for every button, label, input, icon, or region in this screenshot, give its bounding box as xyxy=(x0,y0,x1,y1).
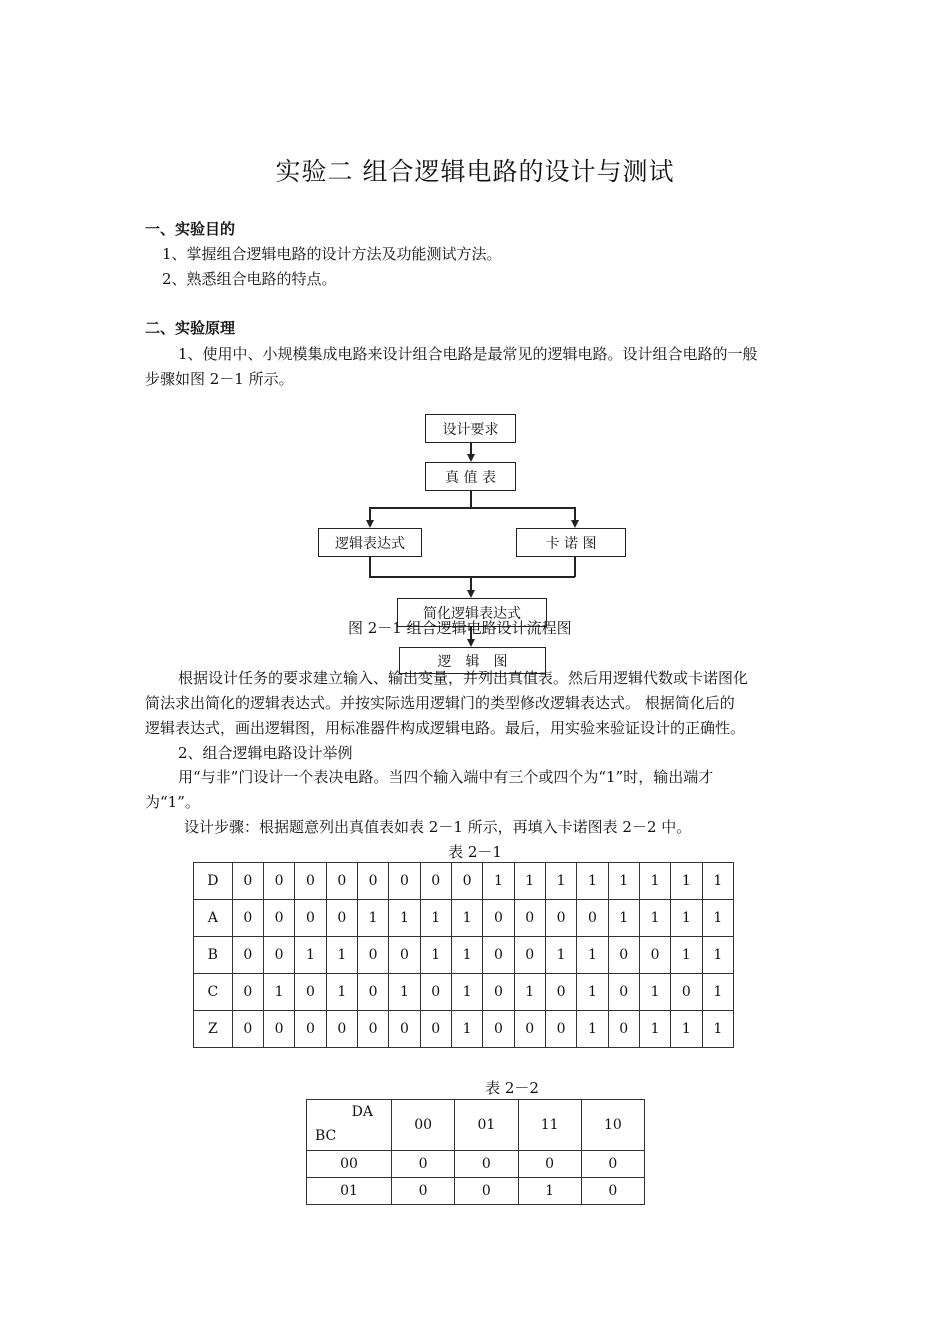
flow-connector xyxy=(369,557,371,577)
table-cell: 1 xyxy=(577,937,608,974)
flow-connector xyxy=(369,507,371,521)
table-cell: 1 xyxy=(263,974,294,1011)
column-header: 01 xyxy=(455,1100,518,1151)
truth-table xyxy=(193,862,734,1048)
table-cell: 0 xyxy=(608,937,639,974)
arrow-down-icon xyxy=(467,639,475,647)
table-row xyxy=(194,937,734,974)
table-cell: 1 xyxy=(639,974,670,1011)
table-cell: 1 xyxy=(518,1178,581,1205)
flow-connector xyxy=(470,491,472,508)
table-cell: 1 xyxy=(577,1011,608,1048)
table-cell: 0 xyxy=(483,1011,514,1048)
table-cell: Z xyxy=(194,1011,233,1048)
table-cell: A xyxy=(194,900,233,937)
principle-paragraph-4-line2: 为“1”。 xyxy=(145,793,200,811)
table-cell: 0 xyxy=(545,1011,576,1048)
table-row xyxy=(307,1100,645,1151)
principle-paragraph-2-line1: 根据设计任务的要求建立输入、输出变量，并列出真值表。然后用逻辑代数或卡诺图化 xyxy=(178,669,749,687)
table-row xyxy=(194,900,734,937)
table-cell: 1 xyxy=(514,974,545,1011)
table-cell: 1 xyxy=(702,1011,733,1048)
table-cell: 1 xyxy=(702,974,733,1011)
table-cell: C xyxy=(194,974,233,1011)
page-title: 实验二 组合逻辑电路的设计与测试 xyxy=(275,157,675,186)
table-cell: 0 xyxy=(518,1151,581,1178)
table-row xyxy=(194,1011,734,1048)
table-cell: 0 xyxy=(357,863,388,900)
table-cell: 0 xyxy=(545,974,576,1011)
principle-paragraph-3: 2、组合逻辑电路设计举例 xyxy=(178,744,353,762)
table-cell: 1 xyxy=(483,863,514,900)
table-cell: 1 xyxy=(357,900,388,937)
table-cell: 1 xyxy=(577,974,608,1011)
table-cell: 1 xyxy=(671,937,702,974)
table-row xyxy=(194,974,734,1011)
table2-caption: 表 2－2 xyxy=(485,1079,539,1097)
arrow-down-icon xyxy=(467,590,475,598)
table-cell: 0 xyxy=(455,1151,518,1178)
table-cell: 0 xyxy=(263,863,294,900)
corner-label-da: DA xyxy=(351,1104,373,1120)
table-cell: 0 xyxy=(514,1011,545,1048)
table-cell: 0 xyxy=(357,937,388,974)
table-cell: 1 xyxy=(545,863,576,900)
table-cell: 0 xyxy=(232,1011,263,1048)
table-cell: 1 xyxy=(295,937,326,974)
flow-box-logic-expression: 逻辑表达式 xyxy=(318,528,422,557)
table-cell: 0 xyxy=(608,1011,639,1048)
table-cell: 1 xyxy=(326,937,357,974)
table-cell: 1 xyxy=(608,863,639,900)
table-cell: 0 xyxy=(483,974,514,1011)
table-cell: 1 xyxy=(451,974,482,1011)
table-cell: 1 xyxy=(639,900,670,937)
table-cell: 0 xyxy=(514,900,545,937)
flow-box-karnaugh-map: 卡 诺 图 xyxy=(516,528,626,557)
table-cell: 1 xyxy=(451,1011,482,1048)
table-cell: 0 xyxy=(671,974,702,1011)
purpose-item-1: 1、掌握组合逻辑电路的设计方法及功能测试方法。 xyxy=(162,245,502,263)
arrow-down-icon xyxy=(366,520,374,528)
table-cell: 0 xyxy=(455,1178,518,1205)
table-cell: 0 xyxy=(232,937,263,974)
flow-box-design-requirement: 设计要求 xyxy=(425,414,516,443)
table-cell: 0 xyxy=(232,863,263,900)
table-cell: 0 xyxy=(295,1011,326,1048)
table-cell: 0 xyxy=(577,900,608,937)
corner-header-cell xyxy=(307,1100,392,1151)
table-cell: 0 xyxy=(326,863,357,900)
table-cell: 0 xyxy=(392,1178,455,1205)
section-heading-purpose: 一、实验目的 xyxy=(145,220,236,238)
flow-box-simplified-expression: 简化逻辑表达式 xyxy=(397,598,547,627)
table-row xyxy=(307,1151,645,1178)
table-cell: 1 xyxy=(702,863,733,900)
table1-caption: 表 2－1 xyxy=(448,843,502,861)
table-cell: 0 xyxy=(451,863,482,900)
karnaugh-map-table xyxy=(306,1099,645,1205)
table-cell: 0 xyxy=(357,974,388,1011)
flow-box-truth-table: 真 值 表 xyxy=(425,462,516,491)
flow-connector xyxy=(470,576,472,591)
principle-paragraph-2-line2: 简法求出简化的逻辑表达式。并按实际选用逻辑门的类型修改逻辑表达式。 根据简化后的 xyxy=(145,694,735,712)
column-header: 10 xyxy=(581,1100,644,1151)
arrow-down-icon xyxy=(571,520,579,528)
table-cell: 0 xyxy=(420,974,451,1011)
table-cell: D xyxy=(194,863,233,900)
figure-caption: 图 2－1 组合逻辑电路设计流程图 xyxy=(348,619,572,637)
column-header: 11 xyxy=(518,1100,581,1151)
table-cell: 0 xyxy=(420,1011,451,1048)
table-cell: 1 xyxy=(389,900,420,937)
arrow-down-icon xyxy=(467,454,475,462)
corner-label-bc: BC xyxy=(315,1128,337,1144)
principle-paragraph-1-line1: 1、使用中、小规模集成电路来设计组合电路是最常见的逻辑电路。设计组合电路的一般 xyxy=(178,345,758,363)
table-cell: 0 xyxy=(389,937,420,974)
table-cell: 1 xyxy=(326,974,357,1011)
purpose-item-2: 2、熟悉组合电路的特点。 xyxy=(162,270,337,288)
table-cell: 1 xyxy=(608,900,639,937)
table-cell: B xyxy=(194,937,233,974)
row-header: 01 xyxy=(307,1178,392,1205)
table-cell: 0 xyxy=(295,974,326,1011)
table-cell: 0 xyxy=(483,937,514,974)
table-cell: 0 xyxy=(392,1151,455,1178)
table-cell: 0 xyxy=(545,900,576,937)
table-cell: 0 xyxy=(263,1011,294,1048)
flow-connector xyxy=(574,507,576,521)
table-cell: 1 xyxy=(545,937,576,974)
principle-paragraph-5: 设计步骤：根据题意列出真值表如表 2－1 所示，再填入卡诺图表 2－2 中。 xyxy=(184,818,692,836)
table-cell: 0 xyxy=(326,900,357,937)
table-cell: 1 xyxy=(389,974,420,1011)
table-cell: 1 xyxy=(420,900,451,937)
table-cell: 1 xyxy=(671,1011,702,1048)
table-cell: 0 xyxy=(581,1178,644,1205)
principle-paragraph-4-line1: 用“与非”门设计一个表决电路。当四个输入端中有三个或四个为“1”时，输出端才 xyxy=(178,768,714,786)
table-cell: 0 xyxy=(389,1011,420,1048)
table-cell: 1 xyxy=(702,900,733,937)
flow-connector xyxy=(574,557,576,577)
table-cell: 1 xyxy=(577,863,608,900)
table-cell: 0 xyxy=(232,974,263,1011)
table-cell: 1 xyxy=(671,900,702,937)
section-heading-principle: 二、实验原理 xyxy=(145,319,236,337)
column-header: 00 xyxy=(392,1100,455,1151)
table-cell: 1 xyxy=(639,863,670,900)
principle-paragraph-1-line2: 步骤如图 2－1 所示。 xyxy=(145,370,294,388)
table-cell: 1 xyxy=(420,937,451,974)
table-cell: 0 xyxy=(639,937,670,974)
table-cell: 1 xyxy=(639,1011,670,1048)
table-cell: 0 xyxy=(608,974,639,1011)
table-cell: 0 xyxy=(581,1151,644,1178)
table-cell: 0 xyxy=(514,937,545,974)
row-header: 00 xyxy=(307,1151,392,1178)
table-cell: 1 xyxy=(451,937,482,974)
table-cell: 0 xyxy=(232,900,263,937)
table-cell: 0 xyxy=(420,863,451,900)
table-cell: 0 xyxy=(295,900,326,937)
table-cell: 0 xyxy=(263,900,294,937)
table-cell: 0 xyxy=(263,937,294,974)
table-cell: 0 xyxy=(295,863,326,900)
principle-paragraph-2-line3: 逻辑表达式，画出逻辑图，用标准器件构成逻辑电路。最后，用实验来验证设计的正确性。 xyxy=(145,719,746,737)
table-row xyxy=(194,863,734,900)
table-cell: 0 xyxy=(357,1011,388,1048)
flow-box-logic-diagram: 逻 辑 图 xyxy=(399,647,546,674)
table-cell: 0 xyxy=(389,863,420,900)
table-cell: 0 xyxy=(326,1011,357,1048)
table-cell: 1 xyxy=(702,937,733,974)
table-cell: 1 xyxy=(451,900,482,937)
table-cell: 0 xyxy=(483,900,514,937)
flow-connector xyxy=(369,576,575,578)
table-cell: 1 xyxy=(671,863,702,900)
table-row xyxy=(307,1178,645,1205)
table-cell: 1 xyxy=(514,863,545,900)
flow-connector xyxy=(369,507,575,509)
